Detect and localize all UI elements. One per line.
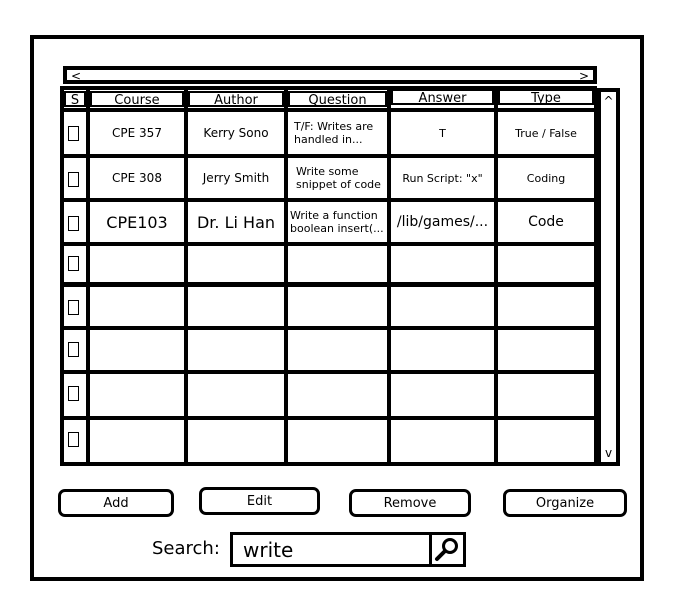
header-course[interactable]: Course: [90, 91, 184, 107]
row-select-checkbox[interactable]: [68, 256, 79, 271]
header-author[interactable]: Author: [188, 91, 284, 107]
header-question[interactable]: Question: [288, 91, 387, 107]
row-select-checkbox[interactable]: [68, 342, 79, 357]
header-select[interactable]: S: [64, 91, 86, 107]
search-input[interactable]: [243, 538, 423, 562]
table-border: [60, 462, 597, 466]
cell-author[interactable]: Jerry Smith: [202, 171, 270, 185]
row-select-checkbox[interactable]: [68, 300, 79, 315]
cell-answer[interactable]: Run Script: "x": [402, 171, 483, 185]
cell-question[interactable]: Write a function boolean insert(...: [290, 209, 384, 235]
remove-button[interactable]: Remove: [349, 489, 471, 517]
header-type[interactable]: Type: [498, 89, 594, 105]
column-divider: [284, 88, 288, 466]
scroll-left-arrow[interactable]: <: [71, 69, 82, 83]
row-select-checkbox[interactable]: [68, 432, 79, 447]
row-divider: [60, 326, 597, 330]
row-select-checkbox[interactable]: [68, 386, 79, 401]
row-divider: [60, 282, 597, 287]
cell-author[interactable]: Kerry Sono: [203, 126, 269, 140]
cell-course[interactable]: CPE103: [106, 212, 168, 232]
scroll-right-arrow[interactable]: >: [578, 69, 589, 83]
horizontal-scrollbar[interactable]: [63, 66, 597, 84]
row-divider: [60, 370, 597, 374]
scroll-up-arrow[interactable]: ^: [603, 94, 614, 108]
cell-question[interactable]: T/F: Writes are handled in...: [294, 120, 374, 146]
row-select-checkbox[interactable]: [68, 172, 79, 187]
edit-button[interactable]: Edit: [199, 487, 320, 515]
column-divider: [594, 88, 598, 466]
cell-author[interactable]: Dr. Li Han: [196, 212, 276, 232]
cell-answer[interactable]: /lib/games/...: [396, 214, 489, 230]
search-icon: [432, 535, 462, 563]
search-button[interactable]: [429, 535, 463, 564]
row-select-checkbox[interactable]: [68, 126, 79, 141]
cell-answer[interactable]: T: [439, 126, 446, 140]
cell-type[interactable]: Coding: [526, 171, 566, 185]
search-field[interactable]: [230, 532, 466, 567]
row-divider: [60, 416, 597, 420]
row-select-checkbox[interactable]: [68, 216, 79, 231]
search-label: Search:: [152, 538, 220, 559]
cell-type[interactable]: Code: [528, 214, 564, 230]
scroll-down-arrow[interactable]: v: [604, 446, 613, 460]
add-button[interactable]: Add: [58, 489, 174, 517]
header-answer[interactable]: Answer: [391, 89, 494, 105]
row-divider: [60, 242, 597, 246]
vertical-scrollbar[interactable]: [597, 88, 620, 466]
organize-button[interactable]: Organize: [503, 489, 627, 517]
column-divider: [60, 88, 64, 466]
cell-question[interactable]: Write some snippet of code: [296, 165, 381, 191]
cell-course[interactable]: CPE 357: [112, 126, 162, 140]
cell-course[interactable]: CPE 308: [112, 171, 162, 185]
cell-type[interactable]: True / False: [515, 126, 577, 140]
